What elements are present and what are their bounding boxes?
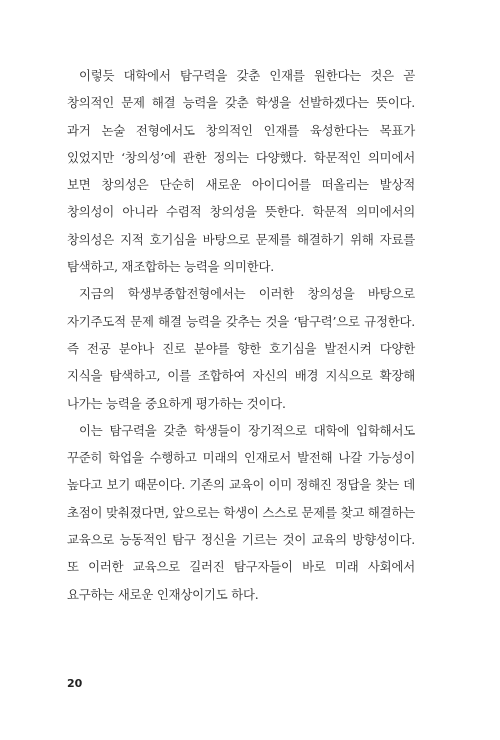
paragraph-2: 지금의 학생부종합전형에서는 이러한 창의성을 바탕으로 자기주도적 문제 해결 능력을 갖추는 것을 ‘탐구력’으로 규정한다. 즉 전공 분야나 진로 분야를 향한 호기심을 발전시켜 다양한 지식을 탐색하고, 이를 조합하여 자신의 배경 지식으로 확장해 나가는 능력을 중요하게 평가하는 것이다.: [67, 286, 415, 411]
body-text: [67, 62, 415, 608]
paragraph-1: 이렇듯 대학에서 탐구력을 갖춘 인재를 원한다는 것은 곧 창의적인 문제 해결 능력을 갖춘 학생을 선발하겠다는 뜻이다. 과거 논술 전형에서도 창의적인 인재를 육성한다는 목표가 있었지만 ‘창의성’에 관한 정의는 다양했다. 학문적인 의미에서 보면 창의성은 단순히 새로운 아이디어를 떠올리는 발상적 창의성이 아니라 수렴적 창의성을 뜻한다. 학문적 의미에서의 창의성은 지적 호기심을 바탕으로 문제를 해결하기 위해 자료를 탐색하고, 재조합하는 능력을 의미한다.: [67, 68, 415, 275]
paragraph-3: 이는 탐구력을 갖춘 학생들이 장기적으로 대학에 입학해서도 꾸준히 학업을 수행하고 미래의 인재로서 발전해 나갈 가능성이 높다고 보기 때문이다. 기존의 교육이 이미 정해진 정답을 찾는 데 초점이 맞춰졌다면, 앞으로는 학생이 스스로 문제를 찾고 해결하는 교육으로 능동적인 탐구 정신을 기르는 것이 교육의 방향성이다. 또 이러한 교육으로 길러진 탐구자들이 바로 미래 사회에서 요구하는 새로운 인재상이기도 하다.: [67, 422, 415, 602]
page-number: 20: [67, 677, 83, 690]
